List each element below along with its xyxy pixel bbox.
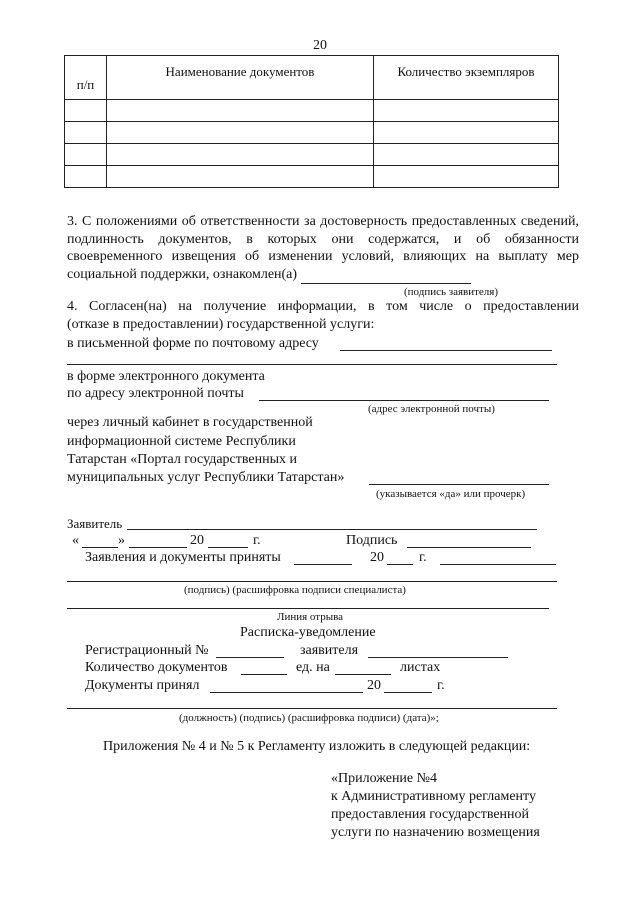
date-year-prefix: 20 [190,533,204,548]
receipt-applicant-field[interactable] [368,657,508,658]
applicant-label: Заявитель [67,516,123,531]
email-label-line-2: по адресу электронной почты [67,386,244,401]
receipt-signature-field[interactable] [67,708,557,709]
amendment-text: Приложения № 4 и № 5 к Регламенту изложить в следующей редакции: [103,739,531,754]
section-3-paragraph [67,213,579,284]
date-day-open: « [72,533,79,548]
email-address-field[interactable] [259,400,549,401]
section-3-text: 3. С положениями об ответственности за достоверность предоставленных сведений, подлинность документов, в которых они содержатся, и об обязанности своевременного извещения об изменении условий, влияющих на выплату мер социальной поддержки, ознакомлен(а) [67,214,579,282]
accepted-by-label: Документы принял [85,678,200,693]
portal-label-line-1: через личный кабинет в государственной [67,415,313,430]
receipt-caption: (должность) (подпись) (расшифровка подписи) (дата)»; [179,712,439,724]
document-count-label: Количество документов [85,660,228,675]
specialist-signature-field[interactable] [67,581,557,582]
col-count-header: Количество экземпляров [374,56,559,100]
applicant-signature-caption: (подпись заявителя) [404,286,499,298]
receipt-year-prefix: 20 [367,678,381,693]
portal-consent-field[interactable] [369,484,549,485]
accepted-by-field[interactable] [210,692,363,693]
section-4-line-2: (отказе в предоставлении) государственной услуги: [67,317,375,332]
sheets-count-field[interactable] [335,674,391,675]
col-name-header: Наименование документов [107,56,374,100]
appendix-line-2: к Административному регламенту [331,789,536,804]
appendix-line-1: «Приложение №4 [331,771,437,786]
registration-number-field[interactable] [216,657,284,658]
documents-table [64,55,559,188]
document-count-field[interactable] [241,674,287,675]
accepted-date-field[interactable] [294,564,352,565]
specialist-caption: (подпись) (расшифровка подписи специалиста) [184,584,406,596]
appendix-line-3: предоставления государственной [331,807,530,822]
registration-number-label: Регистрационный № [85,643,209,658]
email-label-line-1: в форме электронного документа [67,369,265,384]
accepted-year-field[interactable] [387,564,413,565]
table-row [65,100,559,122]
accepted-extra-field[interactable] [440,564,556,565]
tear-off-line [67,608,549,609]
sheets-label: листах [400,660,441,675]
signature-label: Подпись [346,533,398,548]
date-day-field[interactable] [82,547,118,548]
email-caption: (адрес электронной почты) [368,403,495,415]
appendix-line-4: услуги по назначению возмещения [331,825,540,840]
table-row [65,144,559,166]
receipt-year-field[interactable] [384,692,432,693]
date-year-suffix: г. [253,533,261,548]
receipt-applicant-label: заявителя [300,643,359,658]
receipt-year-suffix: г. [437,678,445,693]
signature-field[interactable] [407,547,531,548]
accepted-year-suffix: г. [419,550,427,565]
date-month-field[interactable] [129,547,187,548]
accepted-year-prefix: 20 [370,550,384,565]
portal-label-line-4: муниципальных услуг Республики Татарстан» [67,470,345,485]
postal-address-field[interactable] [340,350,552,351]
date-year-field[interactable] [208,547,248,548]
col-num-header: п/п [65,56,107,100]
units-label: ед. на [296,660,330,675]
page-number: 20 [313,38,327,53]
accepted-label: Заявления и документы приняты [85,550,281,565]
postal-address-field-2[interactable] [67,364,557,365]
portal-label-line-3: Татарстан «Портал государственных и [67,452,297,467]
applicant-signature-field[interactable] [301,266,471,285]
table-row [65,166,559,188]
receipt-title: Расписка-уведомление [240,625,376,640]
table-row [65,122,559,144]
tear-off-label: Линия отрыва [277,611,344,623]
portal-label-line-2: информационной системе Республики [67,434,296,449]
applicant-name-field[interactable] [127,529,537,530]
portal-caption: (указывается «да» или прочерк) [376,488,526,500]
section-4-line-1: 4. Согласен(на) на получение информации, в том числе о предоставлении [67,299,579,314]
date-day-close: » [118,533,125,548]
table-header-row [65,56,559,100]
postal-address-label: в письменной форме по почтовому адресу [67,336,319,351]
